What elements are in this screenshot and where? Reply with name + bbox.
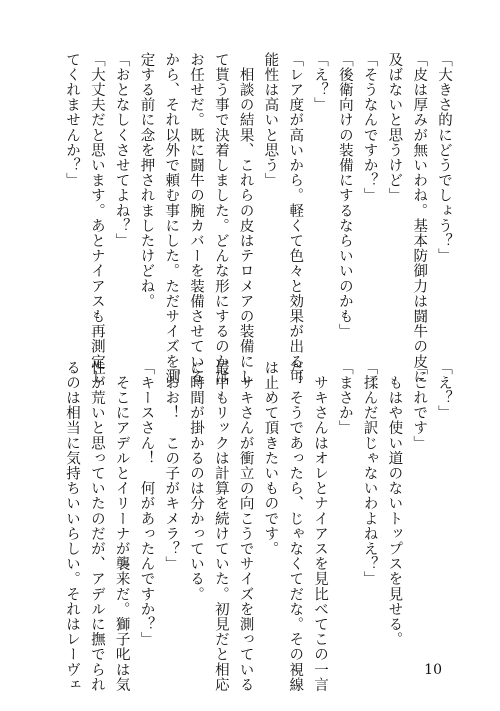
text-line: てくれませんか？」	[64, 52, 81, 188]
text-line: 「まさか」	[336, 360, 353, 436]
text-line: 定する前に念を押されましたけどね。	[138, 52, 155, 309]
text-line: 性が荒いと思っていたのだが、アデルに撫でられ	[88, 360, 105, 693]
text-line: て貰う事で決着しました。どんな形にするのかは	[212, 52, 229, 385]
text-line: 「おとなしくさせてよね？」	[113, 52, 130, 249]
text-line: サキさんはオレとナイアスを見比べてこの一言	[312, 360, 329, 693]
text-line: もはや使い道のないトップスを見せる。	[386, 360, 403, 647]
page-number: 10	[424, 662, 442, 678]
text-line: 「え？」	[436, 360, 452, 421]
text-line: 相談の結果、これらの皮はテロメアの装備にし	[237, 52, 254, 385]
text-line: お任せだ。既に闘牛の腕カバーを装備させている	[188, 52, 205, 385]
text-line: るのは相当に気持ちいいらしい。それはレーヴェ	[64, 360, 81, 693]
text-line: そこにアデルとイリーナが襲来だ。獅子叱は気	[113, 360, 130, 693]
text-line: 「これです」	[411, 360, 428, 451]
text-line: 「大丈夫だと思います。あとナイアスも再測定し	[88, 52, 105, 385]
text-line: 「おお！ この子がキメラ？」	[163, 360, 180, 572]
text-line: 「そうなんですか？」	[361, 52, 378, 203]
text-line: 「レア度が高いから。軽くて色々と効果が出る可	[287, 52, 304, 385]
text-line: 「揉んだ訳じゃないわよねえ？」	[361, 360, 378, 587]
text-line: に時間が掛かるのは分かっている。	[188, 360, 205, 602]
text-line: 及ばないと思うけど」	[386, 52, 403, 203]
text-line: は止めて頂きたいものです。	[262, 360, 279, 557]
text-line: 最中もリックは計算を続けていた。初見だと相応	[212, 360, 229, 693]
text-line: 「キースさん！ 何があったんですか？」	[138, 360, 155, 647]
text-line: 「後衛向けの装備にするならいいのかも」	[336, 52, 353, 339]
text-line: サキさんが衝立の向こうでサイズを測っている	[237, 360, 254, 693]
text-line: から、それ以外で頼む事にした。ただサイズを測	[163, 52, 180, 385]
text-line: 「大きさ的にどうでしょう？」	[436, 52, 452, 264]
text-line: だ。そうであったら、じゃなくてだな。その視線	[287, 360, 304, 693]
text-line: 能性は高いと思う」	[262, 52, 279, 188]
text-column-bottom	[59, 360, 456, 693]
text-line: 「皮は厚みが無いわね。基本防御力は闘牛の皮に	[411, 52, 428, 385]
text-line: 「え？」	[312, 52, 329, 113]
